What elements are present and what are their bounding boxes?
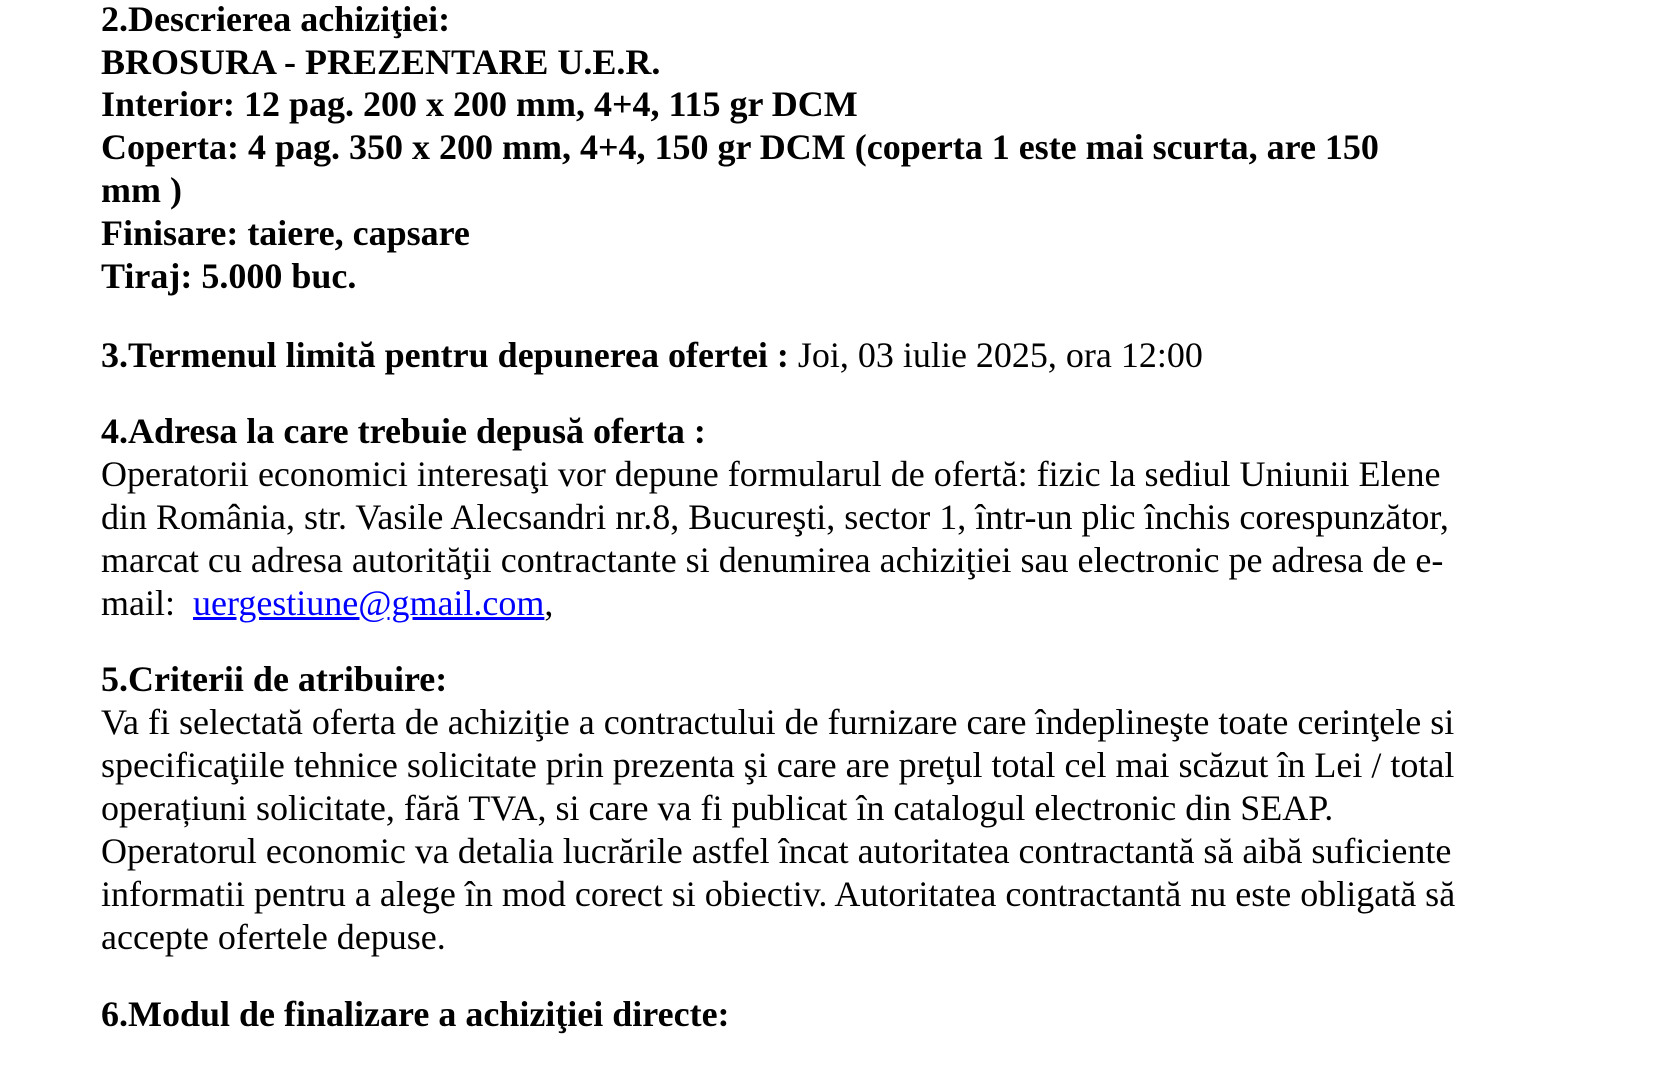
section-2-line-4: mm ) [101,170,182,210]
section-5-line-5: informatii pentru a alege în mod corect si obiectiv. Autoritatea contractantă nu este obligată să [101,874,1456,914]
section-5-line-4: Operatorul economic va detalia lucrările astfel încat autoritatea contractantă să aibă suficiente [101,831,1452,871]
section-3-line [101,333,1203,377]
email-link[interactable]: uergestiune@gmail.com [193,583,545,623]
section-3-heading: 3.Termenul limită pentru depunerea ofertei : [101,335,798,375]
section-2-line-3: Coperta: 4 pag. 350 x 200 mm, 4+4, 150 gr DCM (coperta 1 este mai scurta, are 150 [101,127,1379,167]
section-3-deadline: Joi, 03 iulie 2025, ora 12:00 [797,335,1203,375]
section-2-line-2: Interior: 12 pag. 200 x 200 mm, 4+4, 115 gr DCM [101,84,858,124]
section-4-line-4 [101,581,553,625]
section-4-line-1: Operatorii economici interesaţi vor depune formularul de ofertă: fizic la sediul Uniunii Elene [101,454,1441,494]
section-5-line-3: operațiuni solicitate, fără TVA, si care va fi publicat în catalogul electronic din SEAP. [101,788,1334,828]
section-5-heading: 5.Criterii de atribuire: [101,659,448,699]
section-5-line-1: Va fi selectată oferta de achiziţie a contractului de furnizare care îndeplineşte toate cerinţele si [101,702,1455,742]
section-2-heading: 2.Descrierea achiziţiei: [101,0,451,39]
mail-suffix: , [544,583,554,623]
section-2-line-6: Tiraj: 5.000 buc. [101,256,357,296]
section-2-line-1: BROSURA - PREZENTARE U.E.R. [101,42,661,82]
section-6-heading: 6.Modul de finalizare a achiziţiei directe: [101,994,730,1034]
section-4-heading: 4.Adresa la care trebuie depusă oferta : [101,411,706,451]
section-4-line-3: marcat cu adresa autorităţii contractante si denumirea achiziţiei sau electronic pe adresa de e- [101,540,1444,580]
section-5-line-2: specificaţiile tehnice solicitate prin prezenta şi care are preţul total cel mai scăzut în Lei / total [101,745,1455,785]
section-5-line-6: accepte ofertele depuse. [101,917,446,957]
section-4-line-2: din România, str. Vasile Alecsandri nr.8, Bucureşti, sector 1, într-un plic închis corespunzător, [101,497,1449,537]
mail-prefix: mail: [101,583,193,623]
section-2-line-5: Finisare: taiere, capsare [101,213,470,253]
